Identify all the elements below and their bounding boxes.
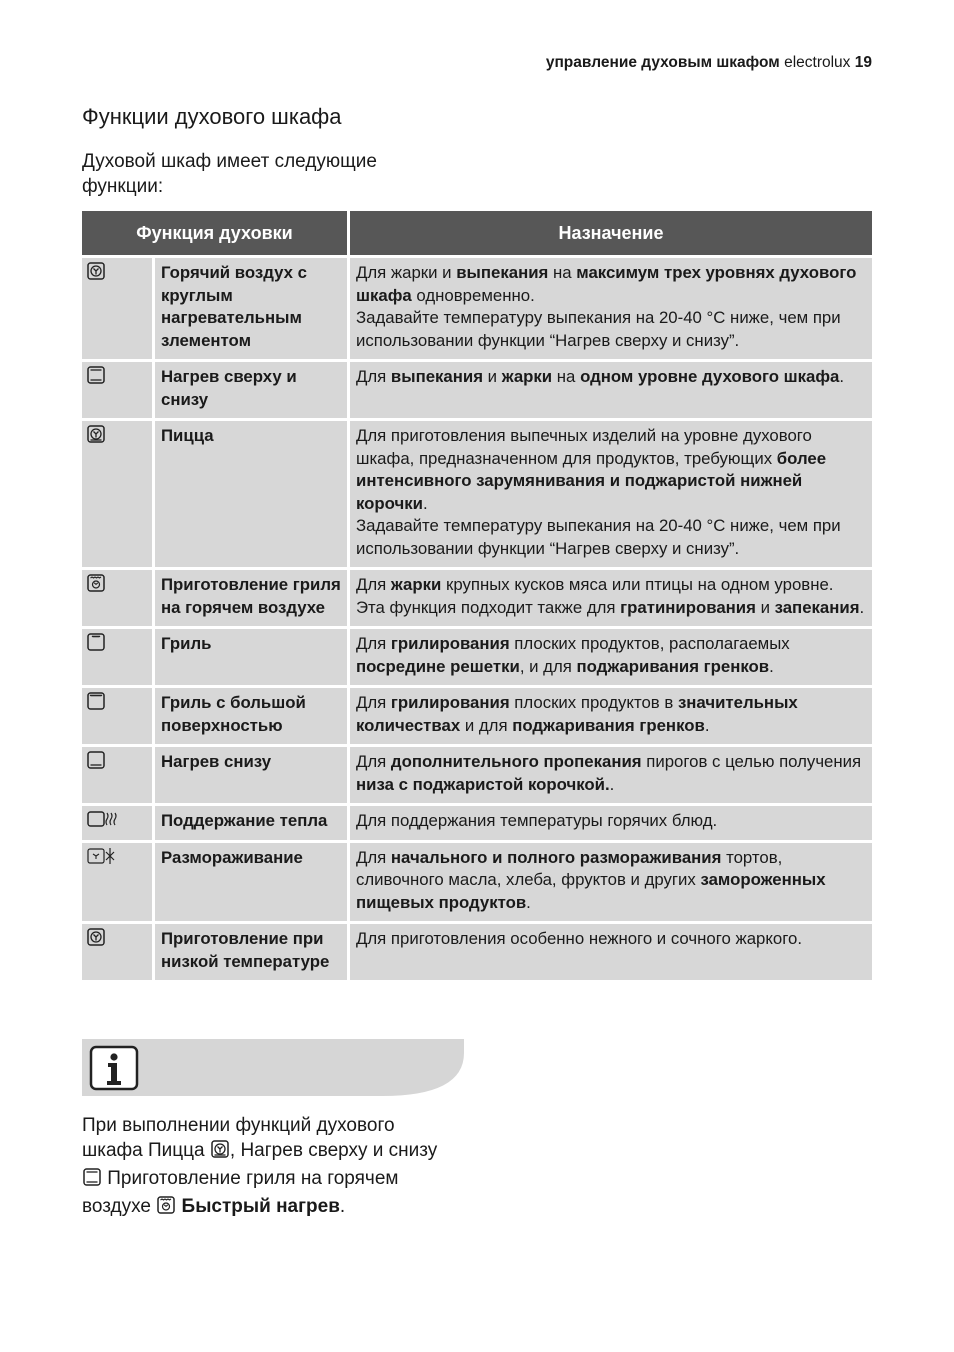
purpose-bold-text: жарки (390, 575, 442, 594)
intro-text: Духовой шкаф имеет следующие функции: (82, 151, 377, 197)
note-pizza-icon (210, 1139, 230, 1166)
function-name: Гриль (154, 628, 349, 687)
purpose-bold-text: замороженных пищевых продуктов (356, 870, 826, 912)
purpose-bold-text: гратинирования (620, 597, 756, 617)
info-icon (91, 1047, 137, 1089)
note-part3: Приготовление гриля на горячем воздухе (82, 1168, 399, 1217)
purpose-text: Задавайте температуру выпекания на 20-40 °С ниже, чем при использовании функции “Нагрев сверху и снизу”. (356, 308, 841, 350)
purpose-text: . (526, 892, 531, 912)
table-row (82, 805, 872, 842)
purpose-text: крупных кусков мяса или птицы на одном уровне. Эта функция подходит также для (356, 575, 834, 617)
purpose-bold-text: начального и полного размораживания (390, 847, 722, 867)
function-icon-cell (82, 420, 154, 569)
table-row (82, 628, 872, 687)
note-turbo-grill-icon (156, 1195, 176, 1222)
purpose-text: на (552, 367, 581, 386)
table-row (82, 257, 872, 361)
purpose-bold-text: запекания (774, 597, 860, 617)
keep-warm-icon (86, 809, 118, 836)
function-name: Приготовление гриля на горячем воздухе (154, 569, 349, 628)
table-row (82, 569, 872, 628)
grill-icon (86, 632, 106, 659)
function-name: Пицца (154, 420, 349, 569)
purpose-text: Для поддержания температуры горячих блюд. (356, 811, 718, 830)
function-icon-cell (82, 923, 154, 981)
purpose-bold-text: выпекания (390, 367, 484, 386)
function-purpose (349, 420, 873, 569)
purpose-bold-text: грилирования (390, 634, 510, 653)
note-text (82, 1113, 452, 1222)
function-icon-cell (82, 361, 154, 420)
function-purpose (349, 746, 873, 805)
header-purpose: Назначение (349, 211, 873, 257)
note-part1: При выполнении функций духового шкафа Пицца (82, 1115, 395, 1161)
purpose-text: . (769, 656, 774, 676)
purpose-text: одновременно. (411, 285, 535, 305)
function-purpose (349, 923, 873, 981)
purpose-bold-text: максимум трех уровнях духового шкафа (356, 263, 857, 305)
function-name: Нагрев сверху и снизу (154, 361, 349, 420)
pizza-icon (86, 424, 106, 451)
function-purpose (349, 628, 873, 687)
purpose-text: . (839, 367, 845, 386)
purpose-bold-text: низа с поджаристой корочкой. (356, 774, 610, 794)
note-end: . (339, 1196, 346, 1217)
function-purpose (349, 361, 873, 420)
large-grill-icon (86, 691, 106, 718)
purpose-text: плоских продуктов, располагаемых (509, 634, 790, 653)
function-purpose (349, 805, 873, 842)
function-purpose (349, 569, 873, 628)
purpose-text: и для (460, 715, 513, 735)
purpose-bold-text: одном уровне духового шкафа (580, 367, 840, 386)
purpose-text: Для (356, 752, 391, 771)
table-header-row (82, 211, 872, 257)
purpose-bold-text: поджаривания гренков (512, 715, 705, 735)
page-number: 19 (854, 54, 872, 71)
function-name: Горячий воздух с круглым нагревательным злементом (154, 257, 349, 361)
purpose-text: плоских продуктов в (509, 693, 678, 712)
purpose-text: на (548, 263, 577, 282)
purpose-bold-text: посредине решетки (356, 656, 520, 676)
purpose-bold-text: дополнительного пропекания (390, 752, 642, 771)
function-icon-cell (82, 628, 154, 687)
defrost-icon (86, 846, 118, 873)
purpose-text: тортов, сливочного масла, хлеба, фруктов и других (356, 847, 783, 889)
note-bold: Быстрый нагрев (181, 1196, 340, 1217)
top-bottom-heat-icon (86, 365, 106, 392)
purpose-text: Для (356, 847, 391, 867)
header-function: Функция духовки (82, 211, 349, 257)
purpose-text: и (483, 367, 502, 386)
purpose-text: . (859, 597, 865, 617)
purpose-bold-text: поджаривания гренков (576, 656, 770, 676)
table-row (82, 361, 872, 420)
purpose-bold-text: значительных количествах (356, 693, 798, 735)
table-row (82, 923, 872, 981)
turbo-grill-icon (86, 573, 106, 600)
function-purpose (349, 687, 873, 746)
purpose-bold-text: жарки (501, 367, 553, 386)
purpose-text: Для (356, 367, 391, 386)
functions-table (82, 211, 872, 980)
header-section: управление духовым шкафом (545, 54, 780, 71)
purpose-text: Для приготовления выпечных изделий на уровне духового шкафа, предназначенном для продуктов, требующих (356, 426, 812, 468)
fan-ring-icon (86, 261, 106, 288)
table-row (82, 746, 872, 805)
info-bar (82, 1039, 464, 1096)
purpose-text: . (422, 493, 428, 513)
header-brand: electrolux (784, 54, 851, 71)
function-purpose (349, 841, 873, 923)
purpose-text: Задавайте температуру выпекания на 20-40 °С ниже, чем при использовании функции “Нагрев сверху и снизу”. (356, 516, 841, 558)
function-name: Приготовление при низкой температуре (154, 923, 349, 981)
purpose-text: и (755, 597, 775, 617)
purpose-bold-text: более интенсивного зарумянивания и поджаристой нижней корочки (356, 448, 827, 513)
note-top-bottom-heat-icon (82, 1167, 102, 1194)
purpose-text: Для жарки и (356, 263, 457, 282)
purpose-text: , и для (519, 656, 577, 676)
page-title: Функции духового шкафа (82, 104, 342, 129)
purpose-text: Для приготовления особенно нежного и сочного жаркого. (356, 929, 802, 948)
purpose-text: пирогов с целью получения (641, 752, 862, 771)
table-row (82, 841, 872, 923)
function-icon-cell (82, 687, 154, 746)
purpose-text: Для (356, 575, 391, 594)
table-body (82, 257, 872, 981)
function-name: Гриль с большой поверхностью (154, 687, 349, 746)
function-name: Нагрев снизу (154, 746, 349, 805)
function-icon-cell (82, 569, 154, 628)
function-name: Размораживание (154, 841, 349, 923)
note-part2: , Нагрев сверху и снизу (229, 1140, 438, 1161)
purpose-bold-text: грилирования (390, 693, 510, 712)
purpose-text: . (704, 715, 710, 735)
purpose-bold-text: выпекания (456, 263, 549, 282)
table-row (82, 687, 872, 746)
bottom-heat-icon (86, 750, 106, 777)
purpose-text: . (609, 774, 615, 794)
function-purpose (349, 257, 873, 361)
function-icon-cell (82, 746, 154, 805)
function-icon-cell (82, 257, 154, 361)
purpose-text: Для (356, 693, 391, 712)
purpose-text: Для (356, 634, 391, 653)
table-row (82, 420, 872, 569)
function-icon-cell (82, 805, 154, 842)
low-temp-icon (86, 927, 106, 954)
function-icon-cell (82, 841, 154, 923)
page-header (546, 54, 872, 72)
function-name: Поддержание тепла (154, 805, 349, 842)
